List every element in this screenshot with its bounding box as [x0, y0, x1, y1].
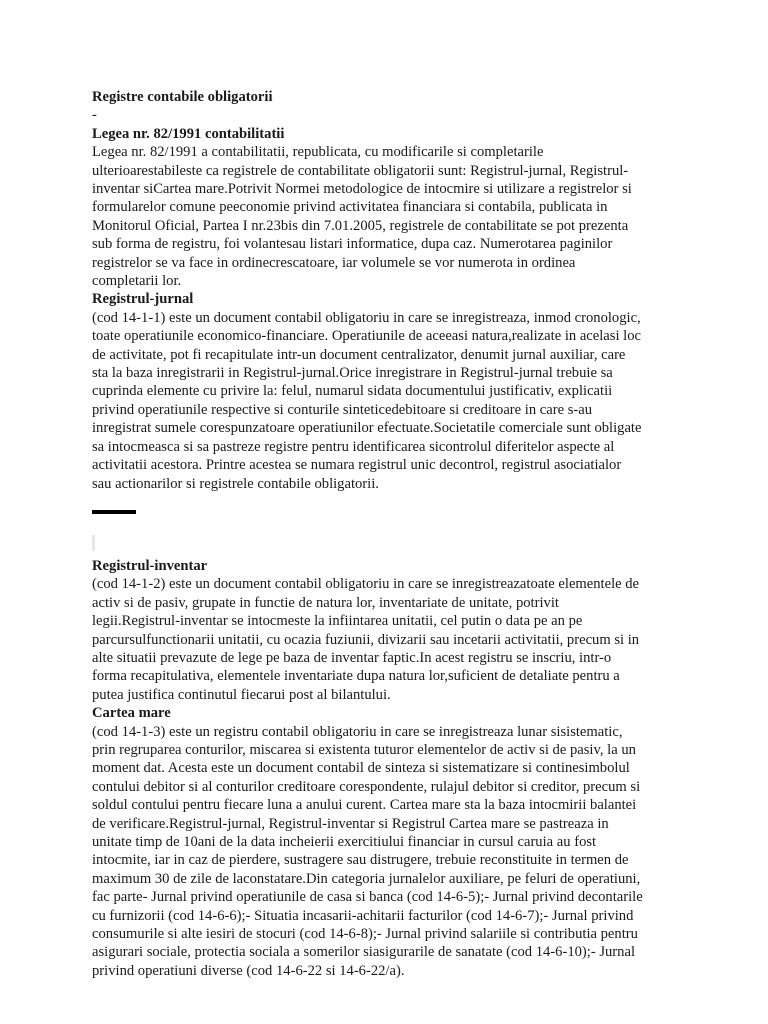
section-heading-registrul-inventar: Registrul-inventar [92, 557, 208, 574]
section-text-registrul-jurnal: (cod 14-1-1) este un document contabil obligatoriu in care se inregistreaza, inmod cronologic, toate operatiunile economico-financiare. Operatiunile de aceeasi natura,realizate in acelasi loc de activitate, pot fi recapitulate intr-un document centralizator, denumit jurnal auxiliar, care sta la baza inregistrarii in Registrul-jurnal.Orice inregistrare in Registrul-jurnal trebuie sa cuprinda elemente cu privire la: felul, numarul sidata documentului justificativ, explicatii privind operatiunile respective si conturile sinteticedebitoare si creditoare in care s-au inregistrat sumele corespunzatoare operatiunilor efectuate.Societatile comerciale sunt obligate sa intocmeasca si sa pastreze registre pentru identificarea sicontrolul diferitelor aspecte al activitatii acestora. Printre acestea se numara registrul unic decontrol, registrul asociatialor sau actionarilor si registrele contabile obligatorii. [92, 309, 642, 492]
document-page [92, 88, 692, 980]
section-text-legea: Legea nr. 82/1991 a contabilitatii, republicata, cu modificarile si completarile ulterioarestabileste ca registrele de contabilitate obligatorii sunt: Registrul-jurnal, Registrul- inventar siCartea mare.Potrivit Normei metodologice de intocmire si utilizare a registrelor si formularelor comune peeconomie privind activitatea financiara si contabila, publicata in Monitorul Oficial, Partea I nr.23bis din 7.01.2005, registrele de contabilitate se pot prezenta sub forma de registru, foi volantesau listari informatice, dupa caz. Numerotarea paginilor registrelor se va face in ordinecrescatoare, iar volumele se vor numerota in ordinea completarii lor. [92, 144, 632, 290]
title-dash: - [92, 107, 97, 124]
page-separator [92, 493, 692, 557]
section-heading-registrul-jurnal: Registrul-jurnal [92, 291, 194, 308]
section-heading-legea: Legea nr. 82/1991 contabilitatii [92, 125, 285, 142]
margin-mark [92, 535, 95, 551]
horizontal-rule [92, 510, 136, 514]
section-text-registrul-inventar: (cod 14-1-2) este un document contabil obligatoriu in care se inregistreazatoate elementele de activ si de pasiv, grupate in functie de natura lor, inventariate de unitate, potrivit legii.Registrul-inventar se intocmeste la infiintarea unitatii, cel putin o data pe an pe parcursulfunctionarii unitatii, cu ocazia fuziunii, divizarii sau incetarii activitatii, precum si in alte situatii prevazute de lege pe baza de inventar faptic.In acest registru se inscriu, intr-o forma recapitulativa, elementele inventariate dupa natura lor,suficient de detaliate pentru a putea justifica continutul fiecarui post al bilantului. [92, 576, 640, 703]
document-title: Registre contabile obligatorii [92, 89, 273, 105]
section-heading-cartea-mare: Cartea mare [92, 705, 171, 722]
section-text-cartea-mare: (cod 14-1-3) este un registru contabil obligatoriu in care se inregistreaza lunar sisistematic, prin regruparea conturilor, miscarea si existenta tuturor elementelor de activ si de pasiv, la un moment dat. Acesta este un document contabil de sinteza si sistematizare si continesimbolul contului debitor si al conturilor creditoare corespondente, rulajul debitor si creditor, precum si soldul contului pentru fiecare luna a anului curent. Cartea mare sta la baza intocmirii balantei de verificare.Registrul-jurnal, Registrul-inventar si Registrul Cartea mare se pastreaza in unitate timp de 10ani de la data incheierii exercitiului financiar in cursul caruia au fost intocmite, iar in caz de pierdere, sustragere sau distrugere, trebuie reconstituite in termen de maximum 30 de zile de laconstatare.Din categoria jurnalelor auxiliare, pe feluri de operatiuni, fac parte- Jurnal privind operatiunile de casa si banca (cod 14-6-5);- Jurnal privind decontarile cu furnizorii (cod 14-6-6);- Situatia incasarii-achitarii facturilor (cod 14-6-7);- Jurnal privind consumurile si alte iesiri de stocuri (cod 14-6-8);- Jurnal privind salariile si contributia pentru asigurari sociale, protectia sociala a somerilor siasigurarile de sanatate (cod 14-6-10);- Jurnal privind operatiuni diverse (cod 14-6-22 si 14-6-22/a). [92, 723, 643, 979]
